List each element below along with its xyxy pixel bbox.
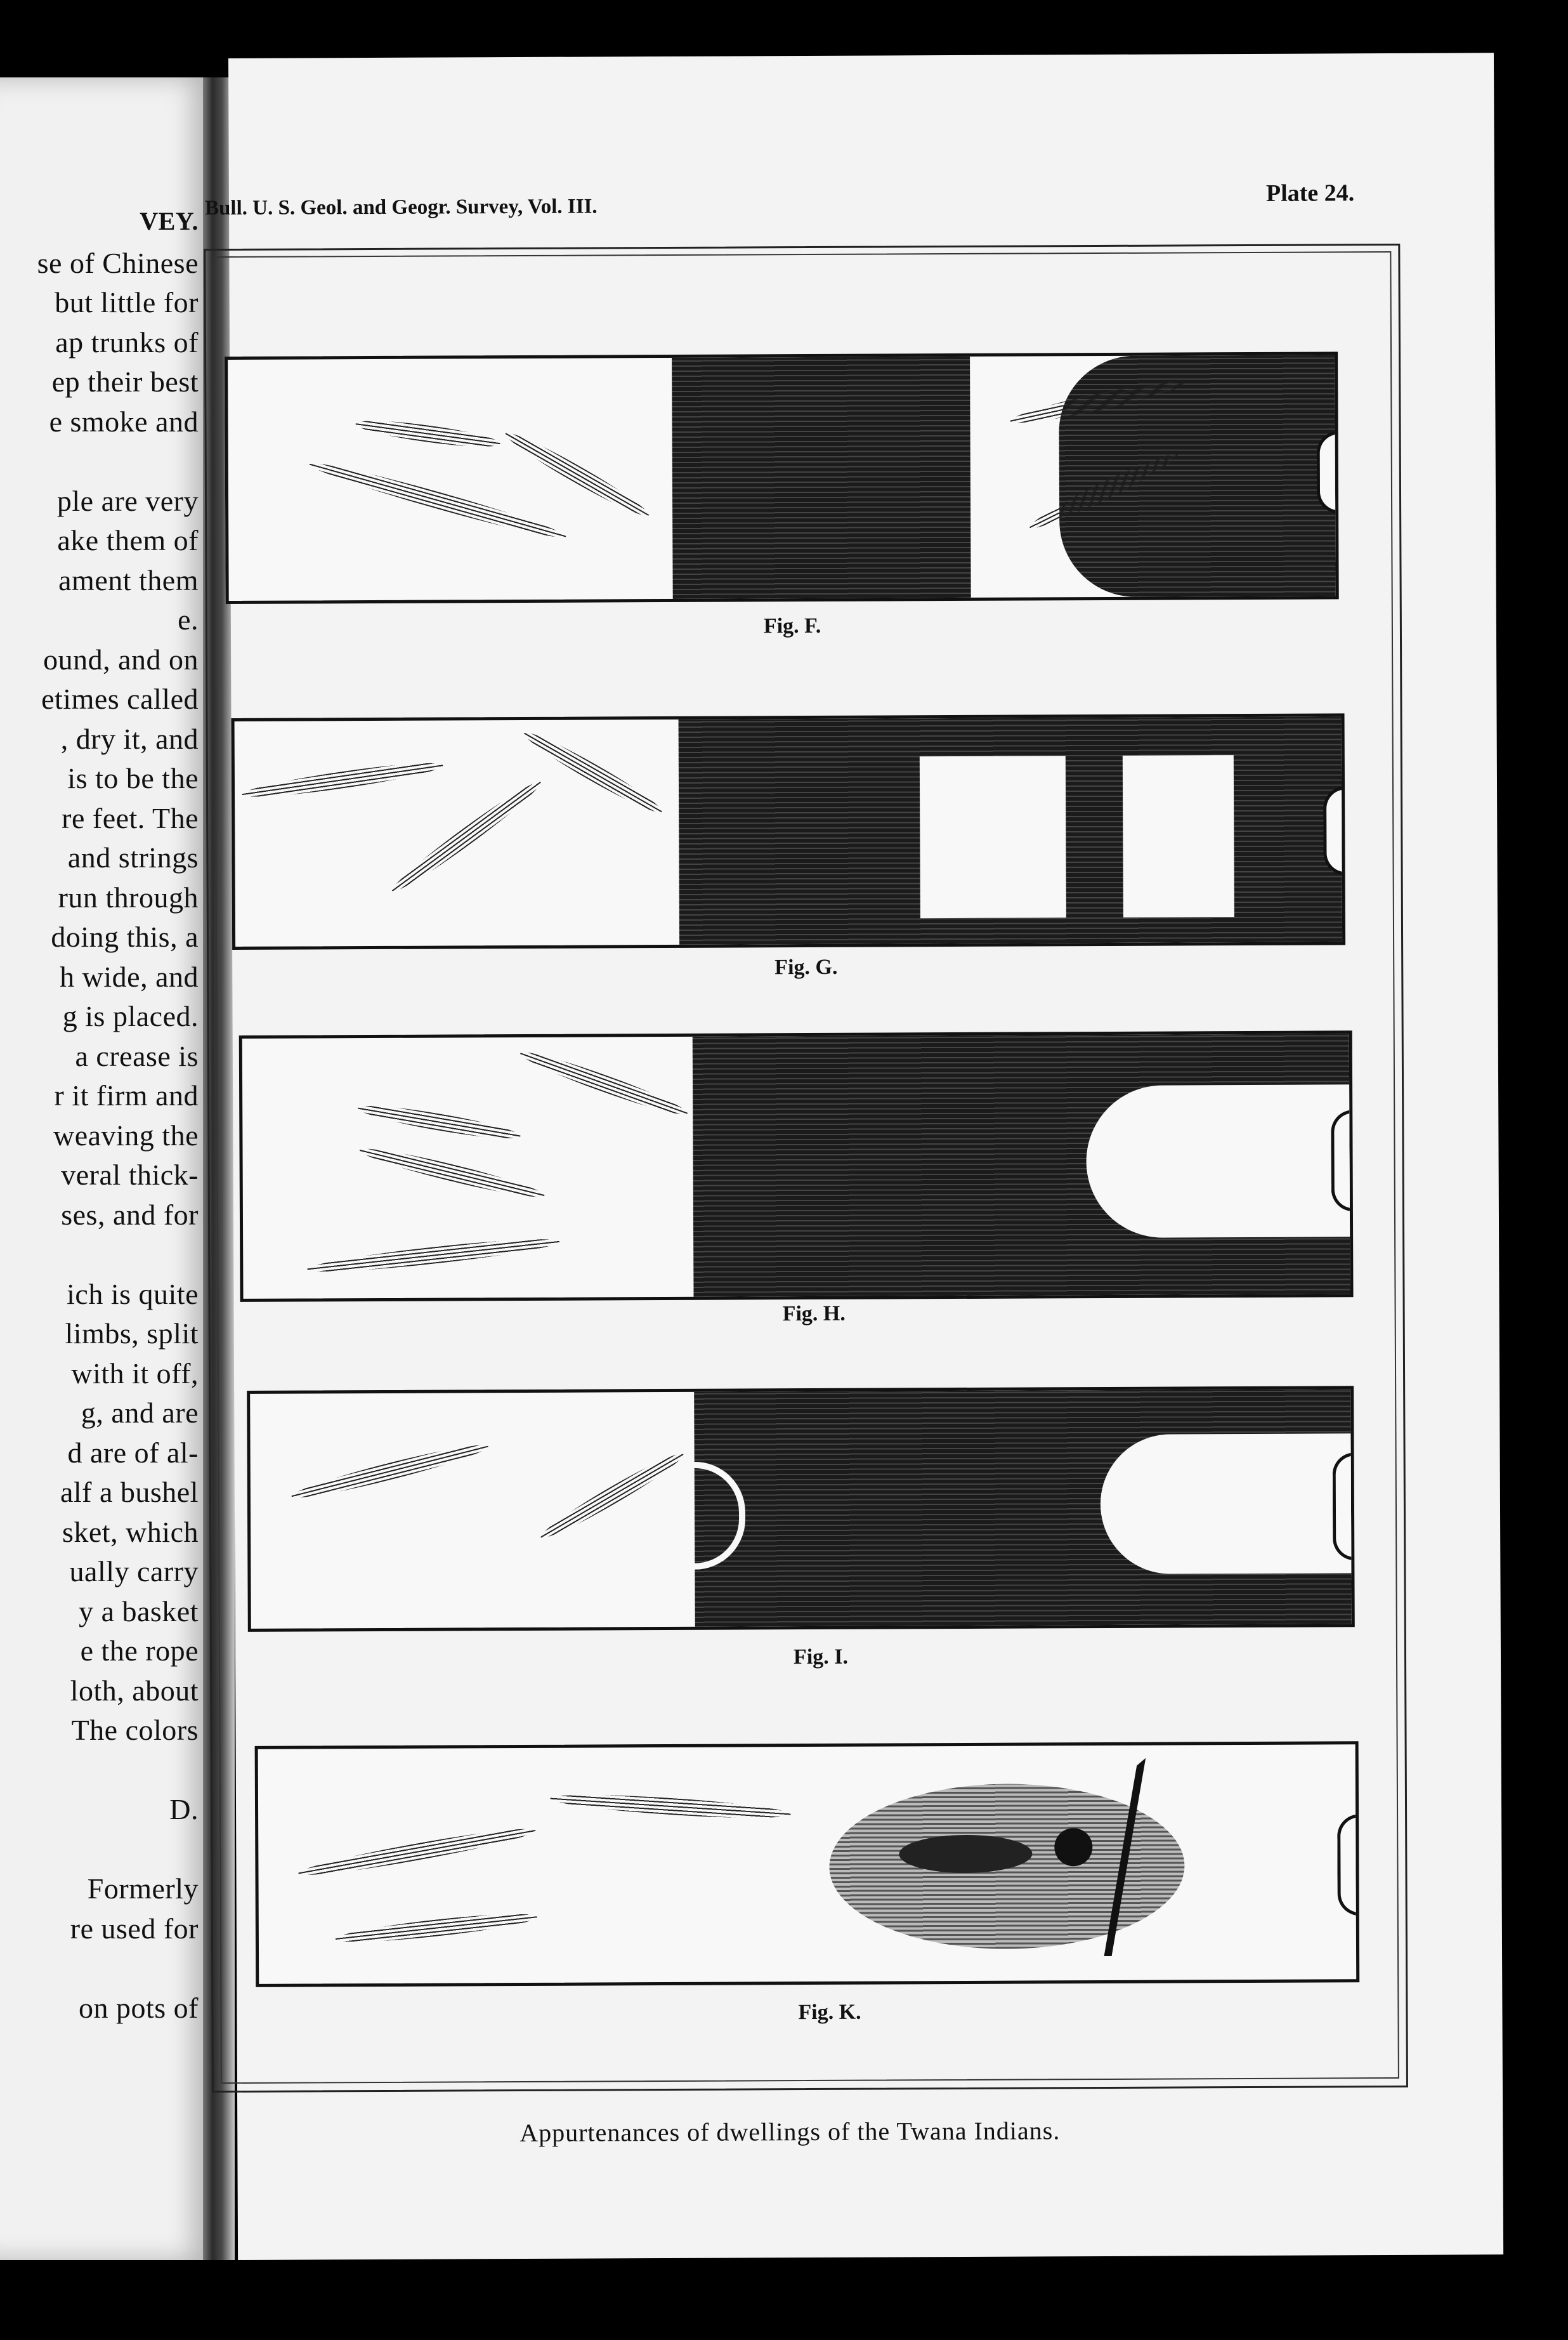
wood-grain <box>520 726 666 819</box>
left-page-text <box>0 0 219 2340</box>
left-page-text-line: and strings <box>67 841 199 874</box>
wood-grain <box>388 775 546 897</box>
wood-grain <box>355 416 501 452</box>
left-page-text-line: r it firm and <box>54 1079 199 1112</box>
left-page-text-line: with it off, <box>71 1357 199 1390</box>
left-page-text-line: h wide, and <box>60 960 199 993</box>
left-page-text-line: ake them of <box>57 524 199 556</box>
left-page-text-line: e. <box>178 603 199 636</box>
left-page-text-line: sket, which <box>62 1515 199 1548</box>
figure-h-drawing <box>239 1030 1354 1302</box>
plate-number: Plate 24. <box>1265 180 1355 207</box>
left-page-text-line: Formerly <box>87 1872 199 1905</box>
left-page-text-line: re used for <box>70 1912 199 1945</box>
figure-g-caption: Fig. G. <box>774 955 838 980</box>
figure-i-caption: Fig. I. <box>793 1645 849 1669</box>
wood-grain <box>356 1100 522 1145</box>
left-page-text-line: VEY. <box>140 207 199 235</box>
dark-board-section <box>672 357 971 599</box>
wood-grain <box>502 426 653 523</box>
left-page-text-line: , dry it, and <box>60 722 199 755</box>
wood-grain <box>550 1791 792 1823</box>
left-page-text-line: ually carry <box>69 1555 199 1587</box>
end-notch <box>1323 786 1345 875</box>
figure-f-caption: Fig. F. <box>763 614 821 638</box>
left-page-text-line: a crease is <box>75 1039 199 1072</box>
end-notch <box>1337 1814 1359 1916</box>
left-page-text-line: alf a bushel <box>60 1476 199 1508</box>
wood-grain <box>307 456 568 544</box>
wood-grain <box>297 1822 537 1881</box>
left-page-text-line: loth, about <box>70 1674 199 1707</box>
figure-i-drawing <box>247 1386 1355 1632</box>
left-page-text-line: d are of al- <box>67 1436 199 1469</box>
rounded-end-opening <box>1100 1433 1354 1574</box>
left-page-text-line: but little for <box>55 286 199 319</box>
wood-grain <box>289 1438 490 1504</box>
dark-board-end <box>1059 355 1336 597</box>
left-page-text-line: D. <box>169 1793 199 1825</box>
left-page-text-line: ich is quite <box>67 1277 199 1310</box>
plate-page <box>204 53 1503 2260</box>
end-notch <box>1331 1110 1353 1211</box>
left-page-text-line: weaving the <box>53 1119 199 1152</box>
left-page-text-line: g, and are <box>81 1397 199 1429</box>
left-page-text-line: ound, and on <box>43 643 199 676</box>
left-page-text-line: limbs, split <box>65 1317 199 1350</box>
left-page-text-line: is to be the <box>67 762 199 794</box>
wood-grain <box>537 1447 688 1544</box>
left-page-text-line: e the rope <box>80 1634 199 1667</box>
rounded-end-opening <box>1086 1084 1353 1238</box>
left-page-text-line: ament them <box>58 563 199 596</box>
wood-grain <box>518 1046 690 1121</box>
left-page-text-line: The colors <box>71 1714 199 1746</box>
figure-g-drawing <box>232 713 1346 950</box>
wood-grain <box>358 1142 547 1204</box>
left-page-text-line: ple are very <box>56 484 199 517</box>
figure-f-drawing <box>225 352 1339 604</box>
left-page-text-line: e smoke and <box>49 405 199 438</box>
plate-caption: Appurtenances of dwellings of the Twana Indians. <box>519 2116 1061 2148</box>
left-page-text-line: re feet. The <box>62 801 199 834</box>
left-page-text-line: g is placed. <box>62 1000 199 1032</box>
figure-h-caption: Fig. H. <box>782 1301 846 1326</box>
wood-grain <box>306 1233 560 1277</box>
left-page-text-line: on pots of <box>79 1991 199 2024</box>
left-page-text-line: veral thick- <box>61 1159 199 1191</box>
left-page-text-line: ep their best <box>51 365 199 398</box>
left-page-text-line: ap trunks of <box>55 325 199 358</box>
end-notch <box>1317 431 1339 513</box>
running-title: Bull. U. S. Geol. and Geogr. Survey, Vol. III. <box>204 195 598 220</box>
left-page-text-line: run through <box>58 881 199 914</box>
left-page-text-line: ses, and for <box>61 1198 199 1231</box>
end-notch <box>1333 1452 1355 1560</box>
left-page-text-line: y a basket <box>79 1594 199 1627</box>
left-page-text-line: etimes called <box>41 683 199 715</box>
board-opening-left <box>920 756 1066 918</box>
left-page-text-line: se of Chinese <box>37 246 199 279</box>
figure-k-drawing <box>255 1741 1360 1987</box>
wood-grain <box>241 757 444 803</box>
figure-k-caption: Fig. K. <box>798 2000 861 2025</box>
left-page-text-line: doing this, a <box>51 921 199 953</box>
wood-grain <box>334 1909 538 1947</box>
board-opening-right <box>1123 755 1234 917</box>
